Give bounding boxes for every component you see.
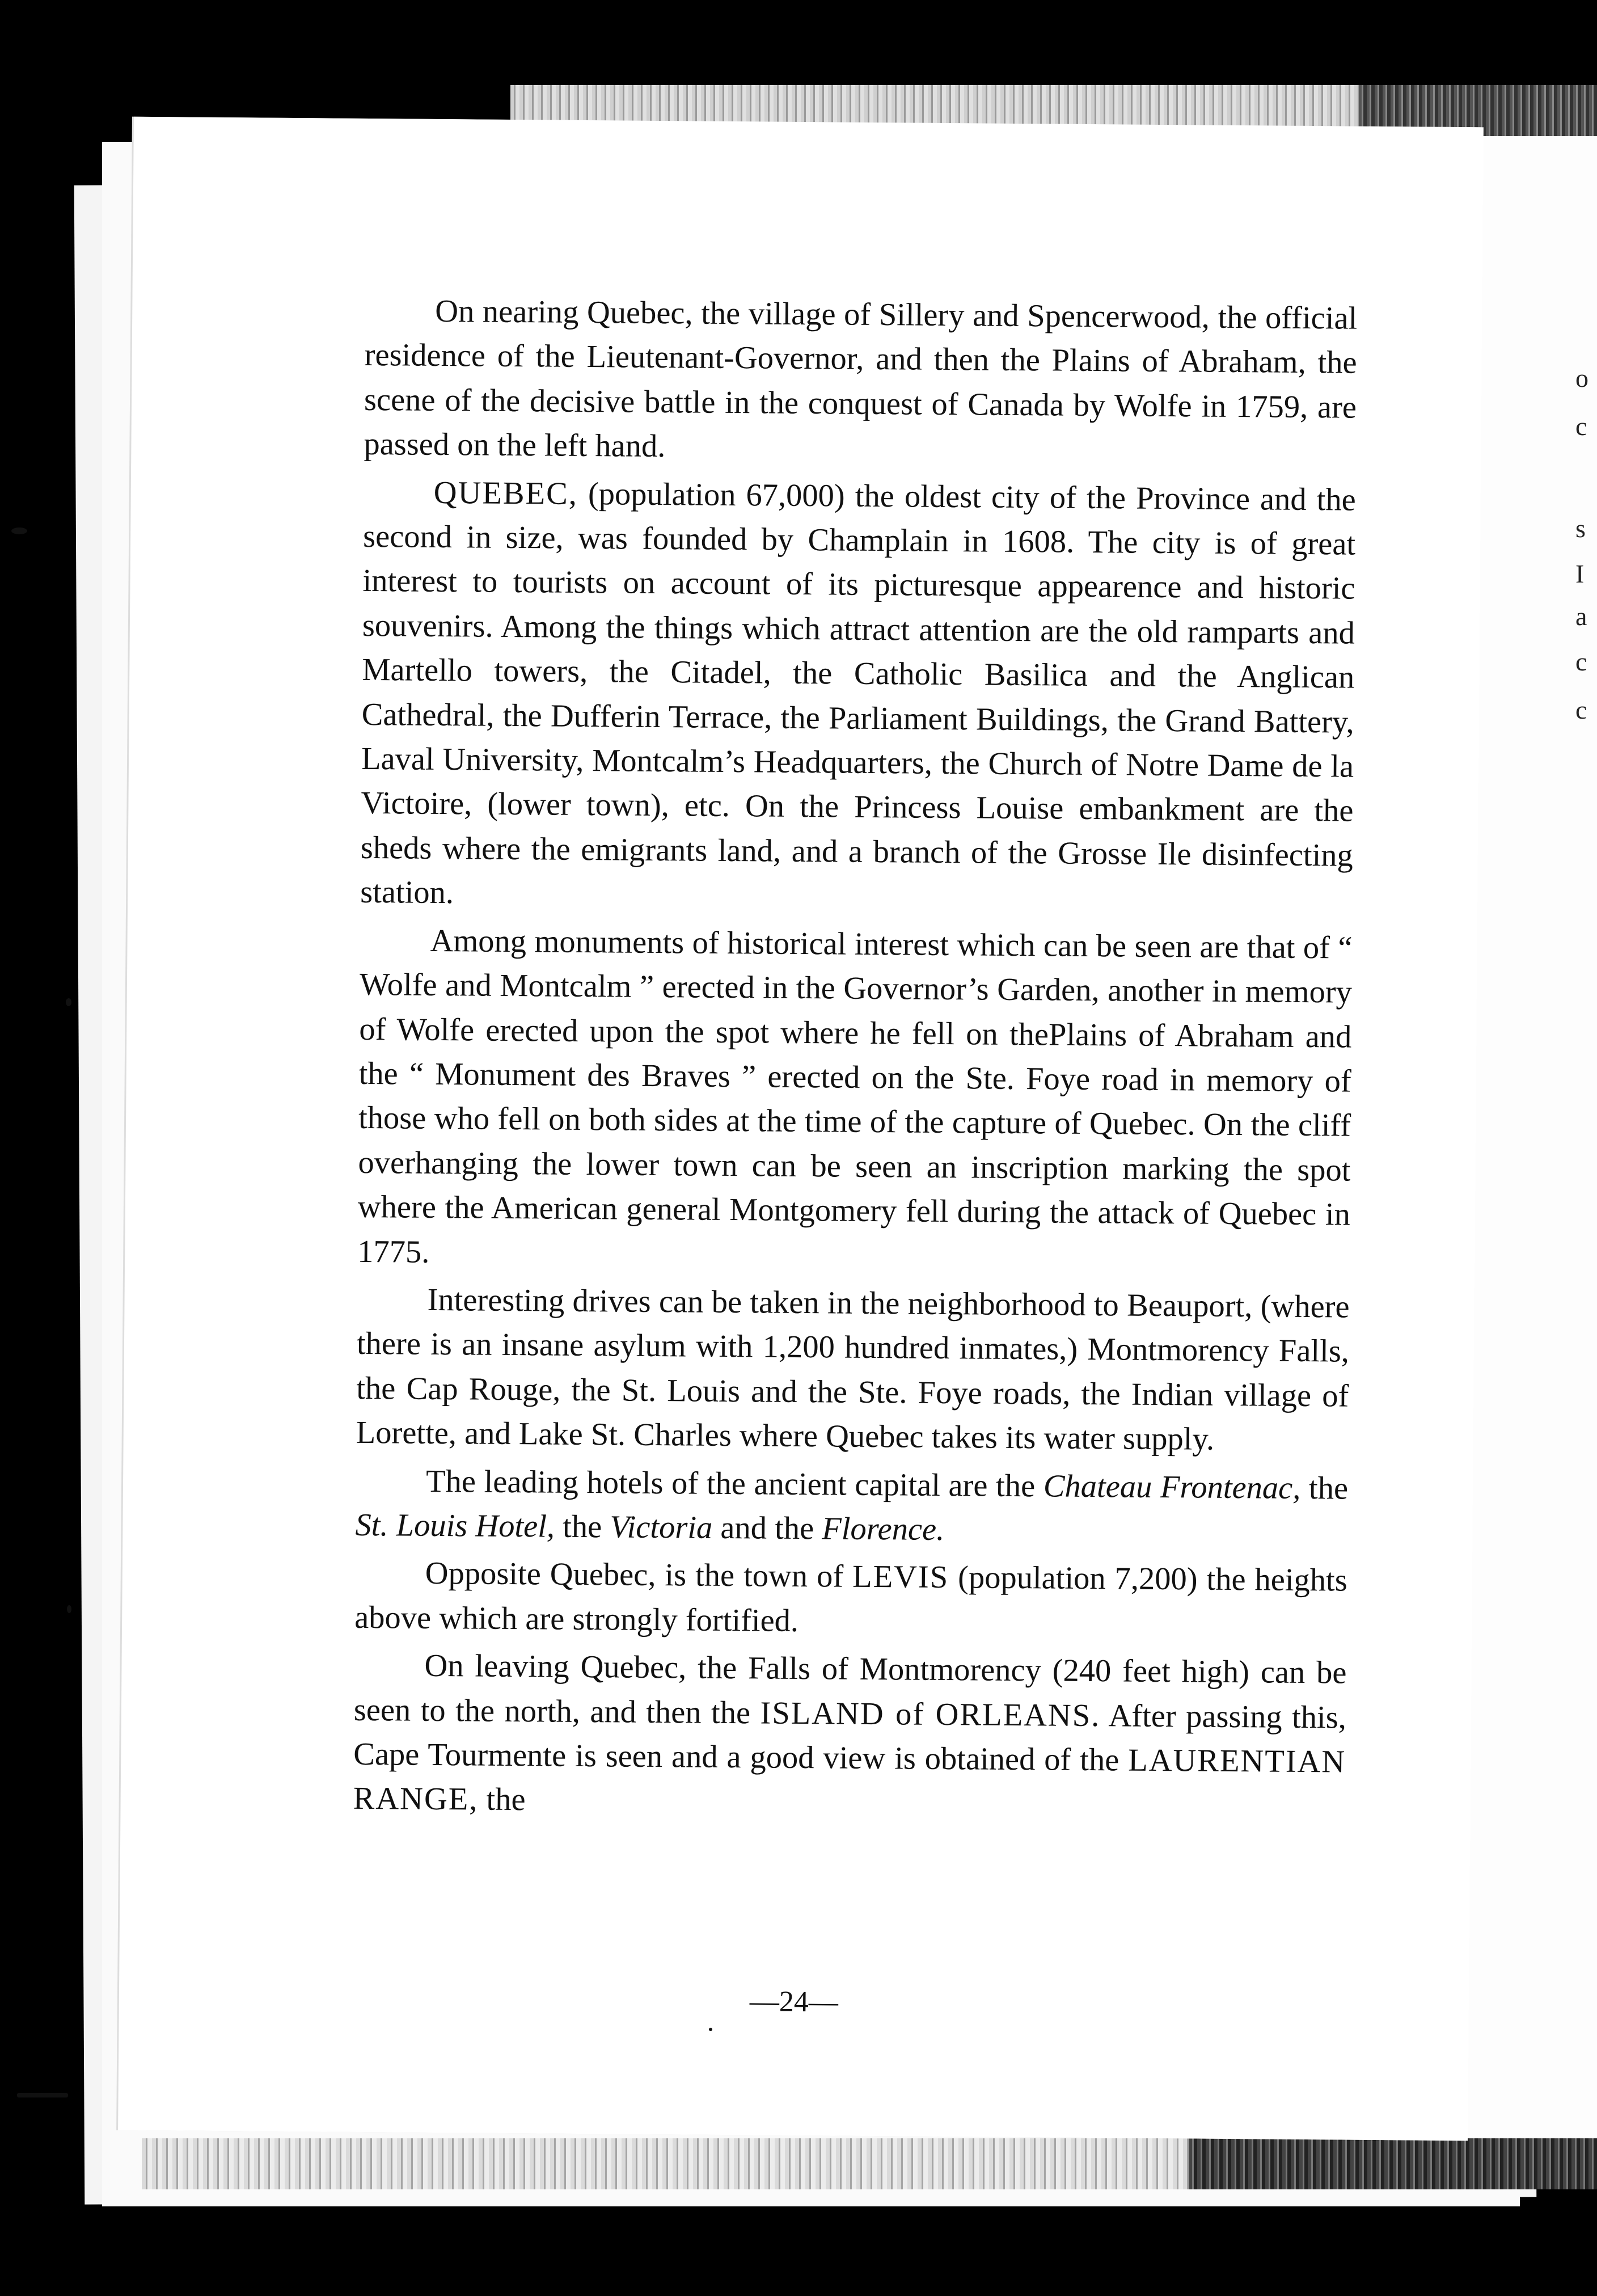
- body-text: [353, 289, 1357, 1829]
- paragraph-text: Among monuments of historical interest which can be seen are that of “ Wolfe and Montcalm ” erected in the Governor’s Garden, another in memory of Wolfe erected upon the spot where he fell on thePlains of Abraham and the “ Monument des Braves ” erected on the Ste. Foye road in memory of those who fell on both sides at the time of the capture of Quebec. On the cliff overhanging the lower town can be seen an inscription marking the spot where the American general Montgomery fell during the attack of Quebec in 1775.: [357, 923, 1353, 1270]
- facing-page-letter: a: [1575, 602, 1587, 631]
- paragraph-text: Interesting drives can be taken in the neighborhood to Beauport, (where there is an insane asylum with 1,200 hundred inmates,) Montmorency Falls, the Cap Rouge, the St. Louis and the Ste. Foye roads, the Indian village of Lorette, and Lake St. Charles where Quebec takes its water supply.: [356, 1282, 1350, 1457]
- paragraph-text: (population 67,000) the oldest city of the Province and the second in size, was founded by Champlain in 1608. The city is of great interest to tourists on account of its picturesque appearence and historic souvenirs. Among the things which attract attention are the old ramparts and Martello towers, the Citadel, the Catholic Basilica and the Anglican Cathedral, the Dufferin Terrace, the Parliament Buildings, the Grand Battery, Laval University, Montcalm’s Headquarters, the Church of Notre Dame de la Victoire, (lower town), etc. On the Princess Louise embankment are the sheds where the emigrants land, and a branch of the Grosse Ile disinfecting station.: [360, 476, 1356, 911]
- paragraph: [354, 1551, 1347, 1648]
- facing-page-letter: c: [1575, 412, 1587, 441]
- paragraph: [364, 289, 1357, 474]
- facing-page-letter: c: [1575, 695, 1587, 724]
- scan-speck: [67, 1605, 71, 1613]
- scan-speck: [709, 2028, 712, 2031]
- paragraph: [357, 918, 1353, 1282]
- paragraph-text: and the: [712, 1510, 822, 1547]
- italic-text: Chateau Frontenac,: [1043, 1468, 1301, 1506]
- book-edge-bottom: [142, 2138, 1597, 2189]
- facing-page-letter: s: [1575, 514, 1586, 543]
- paragraph-text: (population 7,200) the heights above which are strongly fortified.: [354, 1560, 1348, 1639]
- facing-page-letter: I: [1575, 559, 1585, 588]
- italic-text: Florence.: [822, 1511, 945, 1547]
- paragraph: [360, 470, 1356, 923]
- paragraph-text: On nearing Quebec, the village of Sillery and Spencerwood, the official residence of the Lieutenant-Governor, and then the Plains of Abraham, the scene of the decisive battle in the conquest of Canada by Wolfe in 1759, are passed on the left hand.: [364, 293, 1358, 465]
- italic-text: St. Louis Hotel,: [355, 1507, 555, 1544]
- paragraph: [353, 1643, 1346, 1829]
- paragraph-text: ISLAND of ORLEANS.: [760, 1695, 1101, 1733]
- paragraph-text: Opposite Quebec, is the town of: [425, 1556, 853, 1595]
- paragraph-text: On leaving Quebec, the Falls of Montmorency (240 feet high) can be seen to the north, and then the: [353, 1648, 1347, 1731]
- facing-page-letter: o: [1575, 364, 1588, 392]
- paragraph-text: the: [1300, 1470, 1349, 1506]
- paragraph: [355, 1458, 1348, 1555]
- italic-text: Victoria: [610, 1509, 713, 1546]
- paragraph-text: QUEBEC,: [433, 475, 578, 512]
- scan-speck: [11, 527, 27, 534]
- scan-speck: [66, 998, 71, 1006]
- paragraph-text: LEVIS: [852, 1559, 949, 1596]
- paragraph-text: the: [478, 1782, 526, 1818]
- book-page: [118, 117, 1484, 2141]
- paragraph-text: LAURENTIAN RANGE,: [353, 1742, 1346, 1817]
- facing-page-letter: c: [1575, 647, 1587, 676]
- paragraph-text: After passing this, Cape Tourmente is seen and a good view is obtained of the: [353, 1698, 1347, 1778]
- paragraph-text: The leading hotels of the ancient capital are the: [425, 1463, 1044, 1504]
- page-number: —24—: [749, 1985, 839, 2019]
- paragraph-text: the: [554, 1509, 610, 1545]
- paragraph: [356, 1277, 1349, 1463]
- scan-speck: [17, 2093, 68, 2097]
